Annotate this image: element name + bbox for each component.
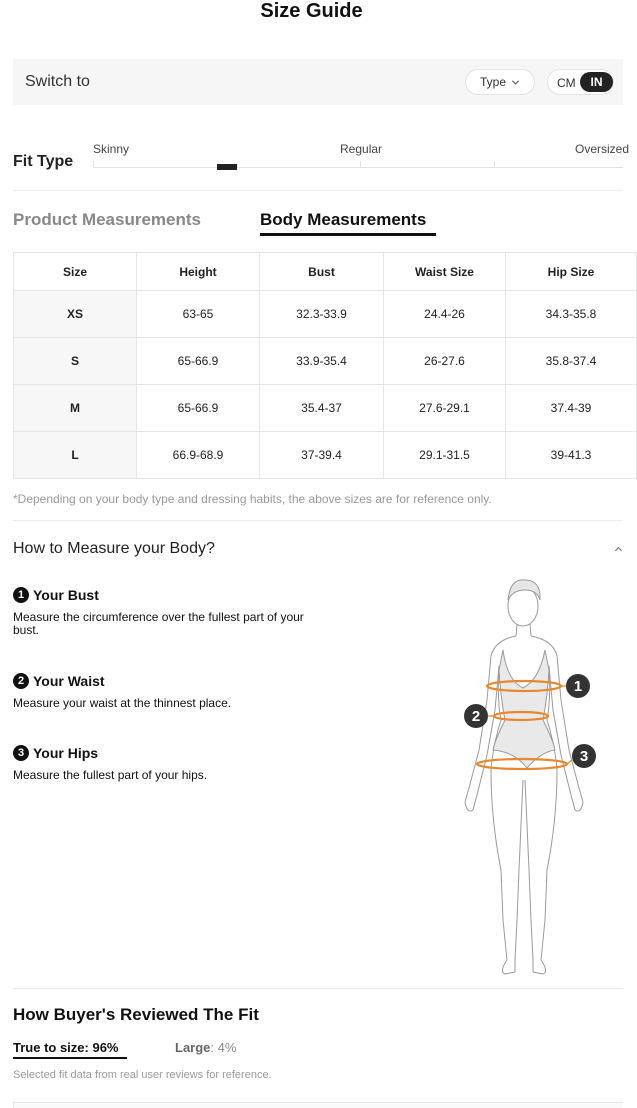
- step-number-badge: 3: [13, 745, 29, 761]
- waist-marker-number: 2: [471, 708, 481, 725]
- garment-shape: [493, 650, 555, 768]
- how-to-measure-heading[interactable]: How to Measure your Body?: [13, 540, 215, 557]
- unit-toggle[interactable]: [547, 69, 614, 95]
- size-table: [13, 252, 637, 479]
- table-cell: 35.4-37: [260, 385, 384, 432]
- type-dropdown-button[interactable]: [465, 69, 535, 95]
- table-cell-size: S: [14, 338, 137, 385]
- table-cell: 34.3-35.8: [506, 291, 637, 338]
- unit-switch-bar: [13, 59, 623, 105]
- table-header-cell: Waist Size: [384, 253, 506, 291]
- step-number-badge: 1: [13, 587, 29, 603]
- tab-product-measurements[interactable]: Product Measurements: [13, 210, 201, 229]
- table-cell: 65-66.9: [137, 338, 260, 385]
- switch-label: Switch to: [25, 73, 90, 90]
- review-true-to-size[interactable]: True to size: 96%: [13, 1040, 119, 1055]
- table-cell-size: L: [14, 432, 137, 479]
- table-cell: 33.9-35.4: [260, 338, 384, 385]
- table-cell-size: M: [14, 385, 137, 432]
- step-number-badge: 2: [13, 673, 29, 689]
- fit-scale-tick: [360, 161, 361, 167]
- step-title-text: Your Bust: [33, 587, 99, 603]
- fit-scale-tick: [93, 161, 94, 167]
- fit-scale-marker: [217, 164, 237, 170]
- body-measurement-figure: [455, 570, 605, 980]
- table-cell: 37.4-39: [506, 385, 637, 432]
- divider: [13, 520, 623, 521]
- step-description: Measure your waist at the thinnest place.: [13, 696, 232, 710]
- table-cell: 24.4-26: [384, 291, 506, 338]
- step-title: [13, 673, 313, 689]
- table-cell: 35.8-37.4: [506, 338, 637, 385]
- review-large[interactable]: [175, 1040, 236, 1055]
- chevron-up-icon[interactable]: [614, 545, 623, 554]
- table-cell: 26-27.6: [384, 338, 506, 385]
- table-cell: 63-65: [137, 291, 260, 338]
- hip-marker-number: 3: [579, 748, 589, 765]
- fit-scale-skinny: Skinny: [93, 142, 130, 156]
- table-cell: 37-39.4: [260, 432, 384, 479]
- step-description: Measure the fullest part of your hips.: [13, 768, 208, 782]
- step-title: [13, 587, 313, 603]
- type-dropdown-label: Type: [479, 75, 506, 89]
- step-title-text: Your Hips: [33, 745, 99, 761]
- table-cell: 66.9-68.9: [137, 432, 260, 479]
- unit-cm-option[interactable]: CM: [557, 76, 576, 90]
- page-title: Size Guide: [260, 0, 363, 22]
- bust-marker-number: 1: [573, 678, 583, 695]
- table-header-row: [14, 253, 637, 291]
- table-cell: 32.3-33.9: [260, 291, 384, 338]
- review-note: Selected fit data from real user reviews for reference.: [13, 1069, 272, 1081]
- step-description: Measure the circumference over the fullest part of your bust.: [13, 610, 304, 637]
- size-reference-note: *Depending on your body type and dressing habits, the above sizes are for reference only.: [13, 492, 492, 506]
- table-cell: 65-66.9: [137, 385, 260, 432]
- table-cell: 27.6-29.1: [384, 385, 506, 432]
- body-outline: [465, 580, 583, 974]
- table-row: [14, 432, 637, 479]
- table-row: [14, 385, 637, 432]
- chevron-down-icon: [511, 78, 520, 87]
- table-header-cell: Height: [137, 253, 260, 291]
- active-tab-underline: [260, 233, 436, 236]
- measure-step-bust: [13, 587, 313, 637]
- table-cell: 29.1-31.5: [384, 432, 506, 479]
- table-header-cell: Bust: [260, 253, 384, 291]
- review-large-label: Large: [175, 1040, 211, 1055]
- table-header-cell: Hip Size: [506, 253, 637, 291]
- fit-type-scale: [93, 142, 630, 172]
- fit-scale-line: [93, 167, 623, 168]
- fit-scale-regular: Regular: [340, 142, 383, 156]
- measure-step-hips: [13, 745, 313, 782]
- fit-type-label: Fit Type: [13, 153, 74, 170]
- fit-scale-tick: [494, 161, 495, 167]
- table-row: [14, 291, 637, 338]
- review-fit-heading: How Buyer's Reviewed The Fit: [13, 1005, 259, 1024]
- bust-marker: [566, 674, 590, 698]
- review-active-underline: [13, 1057, 127, 1059]
- review-large-value: : 4%: [210, 1040, 237, 1055]
- review-table-top-edge: [13, 1102, 623, 1108]
- fit-scale-oversized: Oversized: [575, 142, 630, 156]
- table-header-cell: Size: [14, 253, 137, 291]
- step-title-text: Your Waist: [33, 673, 105, 689]
- table-cell-size: XS: [14, 291, 137, 338]
- tab-body-measurements[interactable]: Body Measurements: [260, 210, 427, 229]
- hip-marker: [572, 744, 596, 768]
- table-cell: 39-41.3: [506, 432, 637, 479]
- step-title: [13, 745, 313, 761]
- measure-step-waist: [13, 673, 313, 710]
- table-row: [14, 338, 637, 385]
- waist-marker: [464, 704, 488, 728]
- divider: [13, 190, 623, 191]
- divider: [13, 988, 623, 989]
- unit-in-option[interactable]: IN: [580, 72, 613, 92]
